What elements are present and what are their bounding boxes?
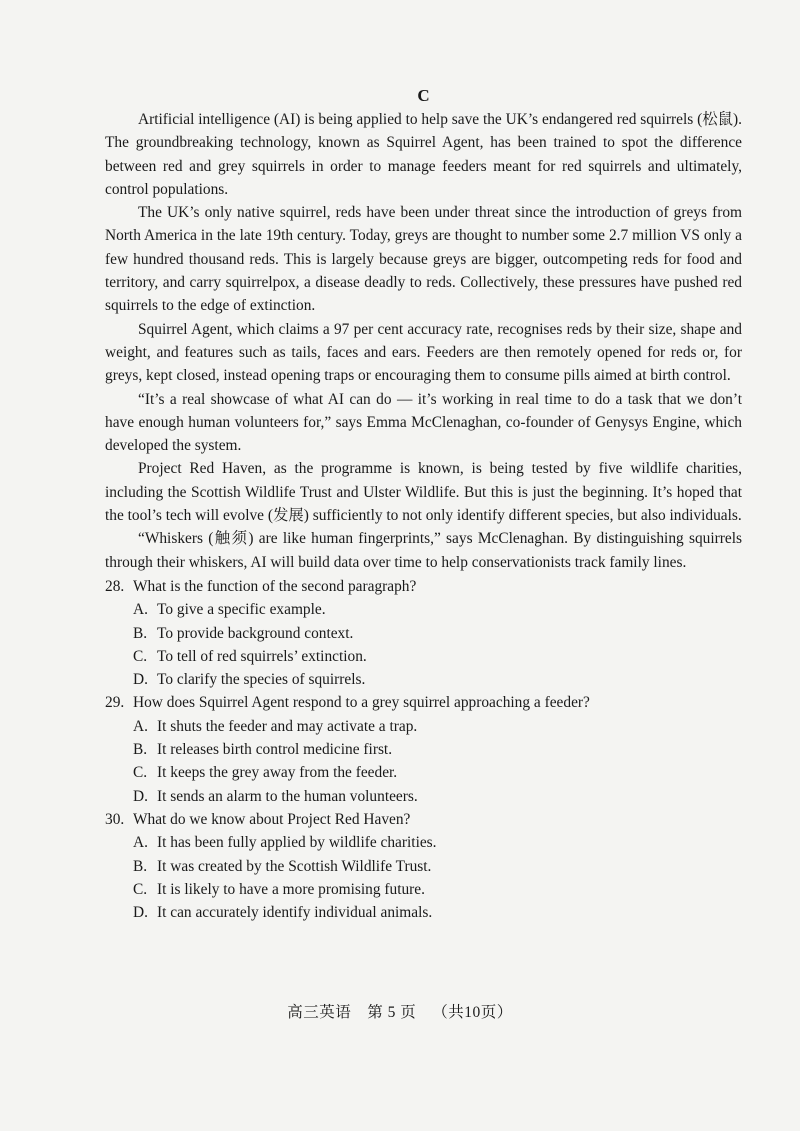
footer-page-number: 第 5 页 bbox=[367, 1004, 417, 1021]
footer-subject: 高三英语 bbox=[287, 1004, 352, 1021]
option-text: It releases birth control medicine first. bbox=[157, 741, 393, 759]
footer-total-pages: （共10页） bbox=[432, 1004, 513, 1021]
question-text: What do we know about Project Red Haven? bbox=[133, 810, 411, 828]
option-letter: A. bbox=[133, 834, 148, 852]
option-letter: B. bbox=[133, 741, 148, 759]
passage-paragraph-6: “Whiskers (触须) are like human fingerprints,” says McClenaghan. By distinguishing squirrels through their whiskers, AI will build data over time to help conservationists track family lines. bbox=[105, 530, 742, 571]
reading-passage bbox=[105, 108, 742, 574]
option-letter: A. bbox=[133, 717, 148, 735]
option-d[interactable] bbox=[133, 901, 742, 924]
option-d[interactable] bbox=[133, 785, 742, 808]
option-b[interactable] bbox=[133, 622, 742, 645]
option-letter: D. bbox=[133, 904, 148, 922]
question-number: 28. bbox=[105, 577, 125, 595]
option-text: To give a specific example. bbox=[157, 601, 326, 619]
question-number: 30. bbox=[105, 810, 125, 828]
option-letter: B. bbox=[133, 624, 148, 642]
question-text: What is the function of the second paragraph? bbox=[133, 577, 417, 595]
passage-paragraph-4: “It’s a real showcase of what AI can do — it’s working in real time to do a task that we don’t have enough human volunteers for,” says Emma McClenaghan, co-founder of Genysys Engine, which developed the system. bbox=[105, 390, 742, 455]
option-b[interactable] bbox=[133, 855, 742, 878]
option-list bbox=[105, 715, 742, 808]
option-c[interactable] bbox=[133, 645, 742, 668]
option-letter: C. bbox=[133, 647, 148, 665]
option-letter: C. bbox=[133, 764, 148, 782]
option-text: It can accurately identify individual animals. bbox=[157, 904, 433, 922]
option-text: It is likely to have a more promising future. bbox=[157, 880, 425, 898]
option-text: To clarify the species of squirrels. bbox=[157, 671, 366, 689]
option-list bbox=[105, 598, 742, 691]
option-a[interactable] bbox=[133, 715, 742, 738]
option-letter: C. bbox=[133, 880, 148, 898]
option-text: It sends an alarm to the human volunteers. bbox=[157, 787, 418, 805]
option-text: It has been fully applied by wildlife charities. bbox=[157, 834, 437, 852]
question-stem bbox=[105, 575, 742, 598]
question-28 bbox=[105, 575, 742, 691]
passage-paragraph-5: Project Red Haven, as the programme is known, is being tested by five wildlife charities, including the Scottish Wildlife Trust and Ulster Wildlife. But this is just the beginning. It’s hoped that the tool’s tech will evolve (发展) sufficiently to not only identify different species, but also individuals. bbox=[105, 460, 742, 525]
option-letter: D. bbox=[133, 671, 148, 689]
option-c[interactable] bbox=[133, 878, 742, 901]
passage-paragraph-1: Artificial intelligence (AI) is being applied to help save the UK’s endangered red squirrels (松鼠). The groundbreaking technology, known as Squirrel Agent, has been trained to spot the difference between red and grey squirrels in order to manage feeders meant for red squirrels and ultimately, control populations. bbox=[105, 111, 742, 198]
option-letter: B. bbox=[133, 857, 148, 875]
option-text: It was created by the Scottish Wildlife Trust. bbox=[157, 857, 432, 875]
question-number: 29. bbox=[105, 694, 125, 712]
question-stem bbox=[105, 691, 742, 714]
question-29 bbox=[105, 691, 742, 807]
section-letter: C bbox=[417, 86, 430, 105]
option-a[interactable] bbox=[133, 598, 742, 621]
option-text: To provide background context. bbox=[157, 624, 354, 642]
question-text: How does Squirrel Agent respond to a grey squirrel approaching a feeder? bbox=[133, 694, 590, 712]
option-text: It keeps the grey away from the feeder. bbox=[157, 764, 398, 782]
option-a[interactable] bbox=[133, 831, 742, 854]
passage-paragraph-3: Squirrel Agent, which claims a 97 per cent accuracy rate, recognises reds by their size, shape and weight, and features such as tails, faces and ears. Feeders are then remotely opened for reds or, for greys, kept closed, instead opening traps or encouraging them to consume pills aimed at birth control. bbox=[105, 320, 742, 385]
option-list bbox=[105, 831, 742, 924]
option-c[interactable] bbox=[133, 761, 742, 784]
question-stem bbox=[105, 808, 742, 831]
option-letter: A. bbox=[133, 601, 148, 619]
option-d[interactable] bbox=[133, 668, 742, 691]
option-text: It shuts the feeder and may activate a trap. bbox=[157, 717, 418, 735]
option-letter: D. bbox=[133, 787, 148, 805]
question-list bbox=[105, 575, 742, 924]
passage-paragraph-2: The UK’s only native squirrel, reds have been under threat since the introduction of greys from North America in the late 19th century. Today, greys are thought to number some 2.7 million VS only a few hundred thousand reds. This is largely because greys are bigger, outcompeting reds for food and territory, and carry squirrelpox, a disease deadly to reds. Collectively, these pressures have pushed red squirrels to the edge of extinction. bbox=[105, 204, 742, 315]
option-text: To tell of red squirrels’ extinction. bbox=[157, 647, 367, 665]
page-footer bbox=[0, 1003, 800, 1023]
option-b[interactable] bbox=[133, 738, 742, 761]
question-30 bbox=[105, 808, 742, 924]
